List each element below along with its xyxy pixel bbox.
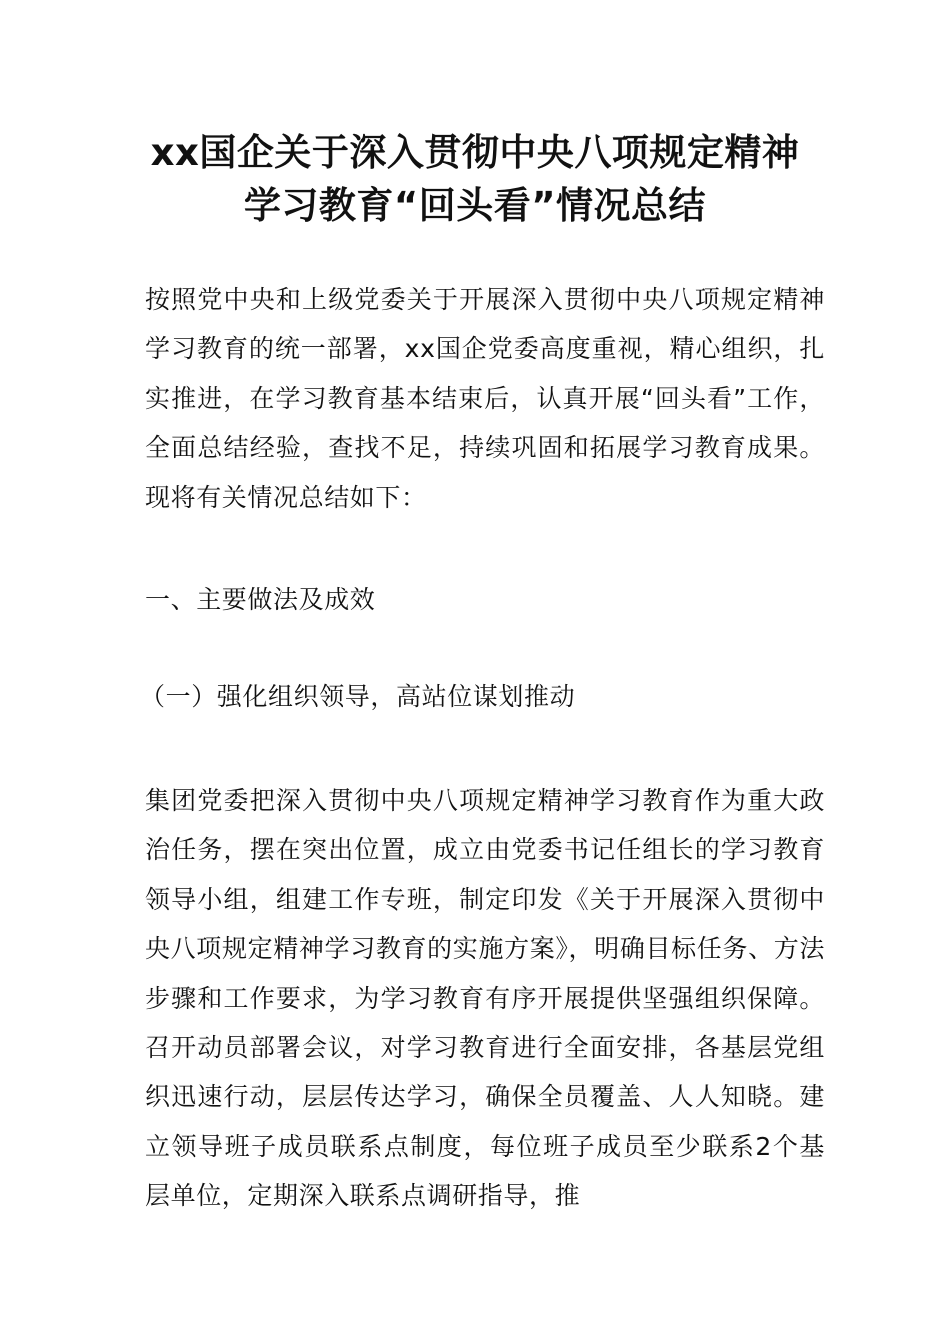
- intro-paragraph: 按照党中央和上级党委关于开展深入贯彻中央八项规定精神学习教育的统一部署，xx国企党委高度重视，精心组织，扎实推进，在学习教育基本结束后，认真开展“回头看”工作，全面总结经验，查找不足，持续巩固和拓展学习教育成果。现将有关情况总结如下：: [145, 285, 825, 512]
- body-paragraph: 集团党委把深入贯彻中央八项规定精神学习教育作为重大政治任务，摆在突出位置，成立由党委书记任组长的学习教育领导小组，组建工作专班，制定印发《关于开展深入贯彻中央八项规定精神学习教育的实施方案》，明确目标任务、方法步骤和工作要求，为学习教育有序开展提供坚强组织保障。召开动员部署会议，对学习教育进行全面安排，各基层党组织迅速行动，层层传达学习，确保全员覆盖、人人知晓。建立领导班子成员联系点制度，每位班子成员至少联系2个基层单位，定期深入联系点调研指导，推: [145, 786, 825, 1211]
- document-title-line-1: xx国企关于深入贯彻中央八项规定精神: [150, 131, 800, 174]
- subsection-heading: （一）强化组织领导，高站位谋划推动: [140, 682, 576, 711]
- section-heading: 一、主要做法及成效: [145, 585, 376, 614]
- document-title-line-2: 学习教育“回头看”情况总结: [243, 184, 707, 227]
